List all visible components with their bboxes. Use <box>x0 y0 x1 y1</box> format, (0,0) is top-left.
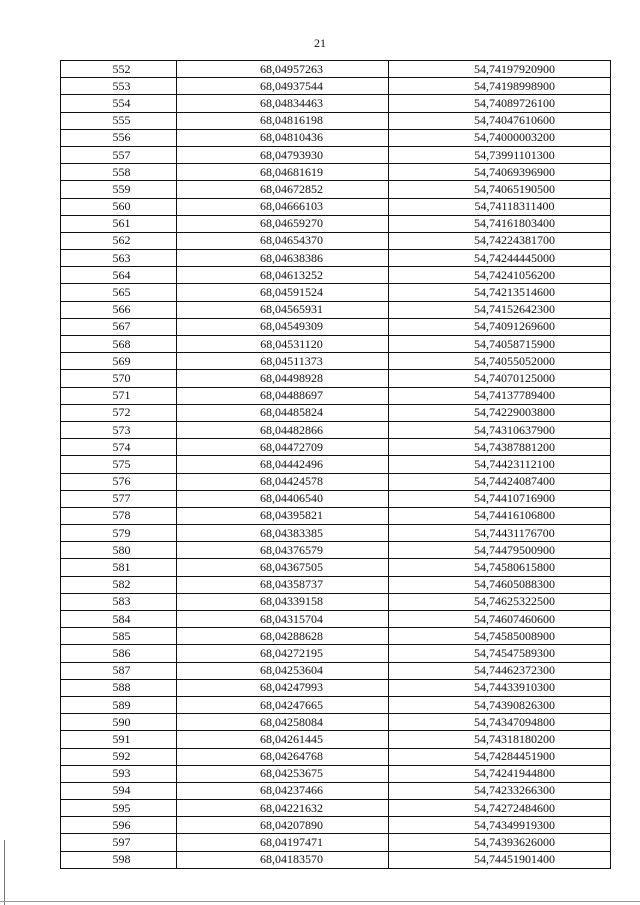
point-number-cell: 577 <box>61 490 177 507</box>
x-coordinate-cell: 68,04272195 <box>177 645 389 662</box>
y-coordinate-cell: 54,74272484600 <box>389 800 611 817</box>
table-row <box>61 78 611 95</box>
table-row <box>61 129 611 146</box>
point-number-cell: 552 <box>61 61 177 78</box>
table-row <box>61 645 611 662</box>
x-coordinate-cell: 68,04591524 <box>177 284 389 301</box>
table-row <box>61 318 611 335</box>
x-coordinate-cell: 68,04247665 <box>177 696 389 713</box>
y-coordinate-cell: 54,74069396900 <box>389 164 611 181</box>
y-coordinate-cell: 54,74241944800 <box>389 765 611 782</box>
point-number-cell: 582 <box>61 576 177 593</box>
y-coordinate-cell: 54,74244445000 <box>389 250 611 267</box>
x-coordinate-cell: 68,04395821 <box>177 507 389 524</box>
y-coordinate-cell: 54,74089726100 <box>389 95 611 112</box>
point-number-cell: 578 <box>61 507 177 524</box>
x-coordinate-cell: 68,04810436 <box>177 129 389 146</box>
point-number-cell: 556 <box>61 129 177 146</box>
point-number-cell: 565 <box>61 284 177 301</box>
point-number-cell: 559 <box>61 181 177 198</box>
x-coordinate-cell: 68,04237466 <box>177 782 389 799</box>
x-coordinate-cell: 68,04472709 <box>177 439 389 456</box>
table-row <box>61 696 611 713</box>
table-row <box>61 782 611 799</box>
point-number-cell: 595 <box>61 800 177 817</box>
point-number-cell: 569 <box>61 353 177 370</box>
point-number-cell: 573 <box>61 421 177 438</box>
y-coordinate-cell: 54,74393626000 <box>389 834 611 851</box>
coordinates-table-container <box>60 60 610 869</box>
point-number-cell: 570 <box>61 370 177 387</box>
table-row <box>61 336 611 353</box>
point-number-cell: 563 <box>61 250 177 267</box>
table-row <box>61 834 611 851</box>
table-row <box>61 765 611 782</box>
y-coordinate-cell: 54,74118311400 <box>389 198 611 215</box>
x-coordinate-cell: 68,04288628 <box>177 628 389 645</box>
table-row <box>61 628 611 645</box>
y-coordinate-cell: 54,74625322500 <box>389 593 611 610</box>
x-coordinate-cell: 68,04406540 <box>177 490 389 507</box>
coordinates-table-body <box>61 61 611 869</box>
table-row <box>61 404 611 421</box>
point-number-cell: 574 <box>61 439 177 456</box>
y-coordinate-cell: 54,74284451900 <box>389 748 611 765</box>
x-coordinate-cell: 68,04253675 <box>177 765 389 782</box>
y-coordinate-cell: 54,74607460600 <box>389 611 611 628</box>
x-coordinate-cell: 68,04681619 <box>177 164 389 181</box>
y-coordinate-cell: 54,74318180200 <box>389 731 611 748</box>
point-number-cell: 589 <box>61 696 177 713</box>
y-coordinate-cell: 54,74070125000 <box>389 370 611 387</box>
point-number-cell: 561 <box>61 215 177 232</box>
x-coordinate-cell: 68,04659270 <box>177 215 389 232</box>
y-coordinate-cell: 54,74433910300 <box>389 679 611 696</box>
point-number-cell: 591 <box>61 731 177 748</box>
x-coordinate-cell: 68,04937544 <box>177 78 389 95</box>
y-coordinate-cell: 54,74058715900 <box>389 336 611 353</box>
x-coordinate-cell: 68,04253604 <box>177 662 389 679</box>
point-number-cell: 572 <box>61 404 177 421</box>
x-coordinate-cell: 68,04261445 <box>177 731 389 748</box>
point-number-cell: 576 <box>61 473 177 490</box>
y-coordinate-cell: 54,74347094800 <box>389 714 611 731</box>
table-row <box>61 748 611 765</box>
y-coordinate-cell: 54,74410716900 <box>389 490 611 507</box>
point-number-cell: 580 <box>61 542 177 559</box>
table-row <box>61 456 611 473</box>
x-coordinate-cell: 68,04654370 <box>177 232 389 249</box>
point-number-cell: 568 <box>61 336 177 353</box>
point-number-cell: 587 <box>61 662 177 679</box>
point-number-cell: 594 <box>61 782 177 799</box>
point-number-cell: 584 <box>61 611 177 628</box>
y-coordinate-cell: 54,74137789400 <box>389 387 611 404</box>
x-coordinate-cell: 68,04247993 <box>177 679 389 696</box>
table-row <box>61 662 611 679</box>
table-row <box>61 593 611 610</box>
y-coordinate-cell: 54,74387881200 <box>389 439 611 456</box>
y-coordinate-cell: 54,74605088300 <box>389 576 611 593</box>
x-coordinate-cell: 68,04207890 <box>177 817 389 834</box>
y-coordinate-cell: 54,74229003800 <box>389 404 611 421</box>
point-number-cell: 581 <box>61 559 177 576</box>
x-coordinate-cell: 68,04442496 <box>177 456 389 473</box>
table-row <box>61 353 611 370</box>
y-coordinate-cell: 54,74423112100 <box>389 456 611 473</box>
y-coordinate-cell: 54,74416106800 <box>389 507 611 524</box>
table-row <box>61 800 611 817</box>
table-row <box>61 851 611 868</box>
y-coordinate-cell: 54,74213514600 <box>389 284 611 301</box>
point-number-cell: 583 <box>61 593 177 610</box>
point-number-cell: 567 <box>61 318 177 335</box>
table-row <box>61 198 611 215</box>
y-coordinate-cell: 54,74547589300 <box>389 645 611 662</box>
y-coordinate-cell: 54,74349919300 <box>389 817 611 834</box>
point-number-cell: 557 <box>61 146 177 163</box>
point-number-cell: 596 <box>61 817 177 834</box>
x-coordinate-cell: 68,04485824 <box>177 404 389 421</box>
table-row <box>61 817 611 834</box>
point-number-cell: 590 <box>61 714 177 731</box>
x-coordinate-cell: 68,04221632 <box>177 800 389 817</box>
point-number-cell: 579 <box>61 525 177 542</box>
x-coordinate-cell: 68,04531120 <box>177 336 389 353</box>
y-coordinate-cell: 54,74198998900 <box>389 78 611 95</box>
y-coordinate-cell: 54,74424087400 <box>389 473 611 490</box>
y-coordinate-cell: 54,74431176700 <box>389 525 611 542</box>
x-coordinate-cell: 68,04488697 <box>177 387 389 404</box>
point-number-cell: 571 <box>61 387 177 404</box>
x-coordinate-cell: 68,04358737 <box>177 576 389 593</box>
table-row <box>61 250 611 267</box>
y-coordinate-cell: 54,74241056200 <box>389 267 611 284</box>
point-number-cell: 564 <box>61 267 177 284</box>
y-coordinate-cell: 54,74000003200 <box>389 129 611 146</box>
y-coordinate-cell: 54,74047610600 <box>389 112 611 129</box>
point-number-cell: 575 <box>61 456 177 473</box>
page-number: 21 <box>314 36 326 50</box>
x-coordinate-cell: 68,04183570 <box>177 851 389 868</box>
point-number-cell: 554 <box>61 95 177 112</box>
y-coordinate-cell: 54,74224381700 <box>389 232 611 249</box>
table-row <box>61 146 611 163</box>
y-coordinate-cell: 54,74462372300 <box>389 662 611 679</box>
point-number-cell: 586 <box>61 645 177 662</box>
table-row <box>61 611 611 628</box>
table-row <box>61 181 611 198</box>
scan-edge-left <box>4 840 5 905</box>
table-row <box>61 387 611 404</box>
y-coordinate-cell: 54,74585008900 <box>389 628 611 645</box>
point-number-cell: 593 <box>61 765 177 782</box>
x-coordinate-cell: 68,04613252 <box>177 267 389 284</box>
table-row <box>61 490 611 507</box>
table-row <box>61 61 611 78</box>
x-coordinate-cell: 68,04549309 <box>177 318 389 335</box>
x-coordinate-cell: 68,04315704 <box>177 611 389 628</box>
x-coordinate-cell: 68,04424578 <box>177 473 389 490</box>
x-coordinate-cell: 68,04666103 <box>177 198 389 215</box>
x-coordinate-cell: 68,04957263 <box>177 61 389 78</box>
x-coordinate-cell: 68,04339158 <box>177 593 389 610</box>
x-coordinate-cell: 68,04482866 <box>177 421 389 438</box>
table-row <box>61 731 611 748</box>
point-number-cell: 560 <box>61 198 177 215</box>
table-row <box>61 525 611 542</box>
table-row <box>61 714 611 731</box>
point-number-cell: 592 <box>61 748 177 765</box>
coordinates-table <box>60 60 611 869</box>
point-number-cell: 585 <box>61 628 177 645</box>
y-coordinate-cell: 54,74055052000 <box>389 353 611 370</box>
table-row <box>61 95 611 112</box>
y-coordinate-cell: 54,74065190500 <box>389 181 611 198</box>
x-coordinate-cell: 68,04638386 <box>177 250 389 267</box>
x-coordinate-cell: 68,04793930 <box>177 146 389 163</box>
scan-edge-bottom <box>0 901 640 902</box>
x-coordinate-cell: 68,04197471 <box>177 834 389 851</box>
point-number-cell: 558 <box>61 164 177 181</box>
table-row <box>61 542 611 559</box>
y-coordinate-cell: 54,74310637900 <box>389 421 611 438</box>
y-coordinate-cell: 54,74479500900 <box>389 542 611 559</box>
y-coordinate-cell: 54,74580615800 <box>389 559 611 576</box>
table-row <box>61 215 611 232</box>
table-row <box>61 507 611 524</box>
table-row <box>61 267 611 284</box>
x-coordinate-cell: 68,04258084 <box>177 714 389 731</box>
point-number-cell: 598 <box>61 851 177 868</box>
point-number-cell: 597 <box>61 834 177 851</box>
x-coordinate-cell: 68,04511373 <box>177 353 389 370</box>
table-row <box>61 284 611 301</box>
table-row <box>61 421 611 438</box>
x-coordinate-cell: 68,04672852 <box>177 181 389 198</box>
y-coordinate-cell: 54,74197920900 <box>389 61 611 78</box>
y-coordinate-cell: 54,74152642300 <box>389 301 611 318</box>
x-coordinate-cell: 68,04565931 <box>177 301 389 318</box>
table-row <box>61 301 611 318</box>
point-number-cell: 553 <box>61 78 177 95</box>
y-coordinate-cell: 54,74161803400 <box>389 215 611 232</box>
x-coordinate-cell: 68,04264768 <box>177 748 389 765</box>
point-number-cell: 555 <box>61 112 177 129</box>
table-row <box>61 679 611 696</box>
y-coordinate-cell: 54,74091269600 <box>389 318 611 335</box>
table-row <box>61 473 611 490</box>
x-coordinate-cell: 68,04834463 <box>177 95 389 112</box>
y-coordinate-cell: 54,73991101300 <box>389 146 611 163</box>
x-coordinate-cell: 68,04816198 <box>177 112 389 129</box>
point-number-cell: 566 <box>61 301 177 318</box>
table-row <box>61 559 611 576</box>
table-row <box>61 370 611 387</box>
table-row <box>61 576 611 593</box>
table-row <box>61 112 611 129</box>
point-number-cell: 588 <box>61 679 177 696</box>
x-coordinate-cell: 68,04367505 <box>177 559 389 576</box>
y-coordinate-cell: 54,74233266300 <box>389 782 611 799</box>
x-coordinate-cell: 68,04498928 <box>177 370 389 387</box>
y-coordinate-cell: 54,74390826300 <box>389 696 611 713</box>
x-coordinate-cell: 68,04383385 <box>177 525 389 542</box>
x-coordinate-cell: 68,04376579 <box>177 542 389 559</box>
table-row <box>61 232 611 249</box>
table-row <box>61 164 611 181</box>
y-coordinate-cell: 54,74451901400 <box>389 851 611 868</box>
table-row <box>61 439 611 456</box>
point-number-cell: 562 <box>61 232 177 249</box>
